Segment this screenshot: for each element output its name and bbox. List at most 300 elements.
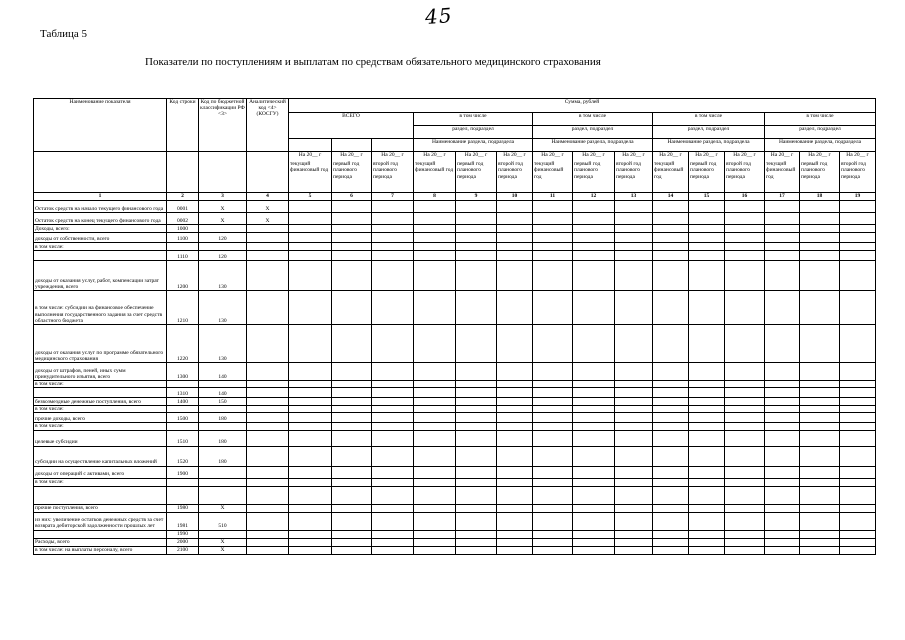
value-cell: [765, 406, 800, 413]
value-cell: [414, 251, 456, 261]
column-number: 5: [289, 193, 332, 201]
value-cell: [533, 388, 573, 398]
value-cell: [414, 243, 456, 251]
value-cell: [653, 406, 689, 413]
value-cell: [456, 251, 497, 261]
row-analytic-code: [247, 363, 289, 381]
value-cell: [533, 398, 573, 406]
value-cell: [765, 478, 800, 486]
value-cell: [573, 261, 615, 291]
value-cell: [689, 233, 725, 243]
value-cell: [840, 466, 876, 478]
year-col-header: На 20__ г второй год планового периода: [372, 152, 414, 193]
value-cell: [289, 225, 332, 233]
row-budget-code: 180: [199, 430, 247, 446]
table-row: [34, 243, 876, 251]
value-cell: [653, 430, 689, 446]
value-cell: [653, 243, 689, 251]
value-cell: [456, 243, 497, 251]
value-cell: [533, 478, 573, 486]
value-cell: [289, 446, 332, 466]
row-name: доходы от операций с активами, всего: [34, 466, 167, 478]
value-cell: [456, 201, 497, 213]
value-cell: [725, 446, 765, 466]
value-cell: [689, 201, 725, 213]
value-cell: [765, 512, 800, 530]
year-col-header: На 20__ г текущий финансовый год: [653, 152, 689, 193]
value-cell: [573, 413, 615, 423]
row-name: Доходы, всего:: [34, 225, 167, 233]
report-table: [33, 98, 876, 555]
header-incl-4: в том числе: [765, 113, 876, 126]
row-analytic-code: [247, 251, 289, 261]
value-cell: [332, 504, 372, 512]
table-row: [34, 201, 876, 213]
value-cell: [497, 363, 533, 381]
value-cell: [332, 261, 372, 291]
row-name: целевые субсидии: [34, 430, 167, 446]
row-analytic-code: [247, 261, 289, 291]
value-cell: [497, 538, 533, 546]
value-cell: [765, 233, 800, 243]
table-row: [34, 413, 876, 423]
row-code: 0001: [167, 201, 199, 213]
value-cell: [497, 261, 533, 291]
value-cell: [653, 388, 689, 398]
value-cell: [456, 478, 497, 486]
value-cell: [497, 251, 533, 261]
value-cell: [414, 538, 456, 546]
header-section-name-2: Наименование раздела, подраздела: [533, 139, 653, 152]
value-cell: [840, 251, 876, 261]
value-cell: [653, 466, 689, 478]
value-cell: [840, 406, 876, 413]
row-name: [34, 486, 167, 504]
value-cell: [615, 291, 653, 325]
value-cell: [840, 486, 876, 504]
value-cell: [533, 406, 573, 413]
row-name: в том числе: на выплаты персоналу, всего: [34, 546, 167, 554]
value-cell: [725, 530, 765, 538]
row-name: Остаток средств на начало текущего финансового года: [34, 201, 167, 213]
year-col-header: На 20__ г первый год планового периода: [573, 152, 615, 193]
value-cell: [615, 486, 653, 504]
value-cell: [372, 225, 414, 233]
header-section-name-3: Наименование раздела, подраздела: [653, 139, 765, 152]
table-row: [34, 398, 876, 406]
value-cell: [765, 261, 800, 291]
value-cell: [615, 325, 653, 363]
year-col-header: На 20__ г первый год планового периода: [689, 152, 725, 193]
header-budget-code: Код по бюджетной классификации РФ <3>: [199, 99, 247, 152]
value-cell: [615, 363, 653, 381]
value-cell: [725, 225, 765, 233]
value-cell: [414, 213, 456, 225]
value-cell: [573, 446, 615, 466]
value-cell: [840, 504, 876, 512]
value-cell: [800, 225, 840, 233]
value-cell: [456, 363, 497, 381]
value-cell: [573, 466, 615, 478]
row-name: доходы от собственности, всего: [34, 233, 167, 243]
row-budget-code: [199, 466, 247, 478]
row-analytic-code: [247, 478, 289, 486]
value-cell: [653, 538, 689, 546]
column-number: 8: [414, 193, 456, 201]
value-cell: [456, 291, 497, 325]
value-cell: [573, 538, 615, 546]
value-cell: [289, 213, 332, 225]
value-cell: [573, 243, 615, 251]
row-budget-code: 140: [199, 388, 247, 398]
value-cell: [840, 261, 876, 291]
value-cell: [456, 213, 497, 225]
value-cell: [289, 530, 332, 538]
column-number: 16: [725, 193, 765, 201]
value-cell: [289, 406, 332, 413]
value-cell: [800, 233, 840, 243]
value-cell: [332, 478, 372, 486]
value-cell: [332, 486, 372, 504]
value-cell: [800, 413, 840, 423]
value-cell: [332, 446, 372, 466]
value-cell: [840, 388, 876, 398]
value-cell: [372, 388, 414, 398]
row-budget-code: [199, 530, 247, 538]
value-cell: [414, 201, 456, 213]
value-cell: [765, 504, 800, 512]
value-cell: [332, 398, 372, 406]
header-section-3: раздел, подраздел: [653, 126, 765, 139]
value-cell: [414, 363, 456, 381]
table-row: [34, 512, 876, 530]
value-cell: [332, 530, 372, 538]
value-cell: [456, 225, 497, 233]
value-cell: [689, 381, 725, 388]
year-col-header: На 20__ г текущий финансовый год: [289, 152, 332, 193]
value-cell: [765, 381, 800, 388]
value-cell: [615, 381, 653, 388]
value-cell: [332, 423, 372, 430]
value-cell: [372, 538, 414, 546]
row-analytic-code: [247, 530, 289, 538]
row-code: 1900: [167, 466, 199, 478]
value-cell: [800, 530, 840, 538]
value-cell: [800, 504, 840, 512]
value-cell: [497, 413, 533, 423]
value-cell: [332, 406, 372, 413]
value-cell: [372, 213, 414, 225]
value-cell: [689, 243, 725, 251]
value-cell: [497, 201, 533, 213]
row-code: 1510: [167, 430, 199, 446]
value-cell: [573, 388, 615, 398]
value-cell: [332, 251, 372, 261]
value-cell: [497, 423, 533, 430]
column-number: 12: [573, 193, 615, 201]
value-cell: [414, 546, 456, 554]
value-cell: [372, 261, 414, 291]
value-cell: [800, 381, 840, 388]
value-cell: [332, 325, 372, 363]
table-row: [34, 233, 876, 243]
value-cell: [573, 406, 615, 413]
value-cell: [289, 325, 332, 363]
value-cell: [840, 546, 876, 554]
row-budget-code: [199, 243, 247, 251]
value-cell: [372, 398, 414, 406]
row-budget-code: [199, 381, 247, 388]
column-number: 1: [34, 193, 167, 201]
value-cell: [372, 201, 414, 213]
value-cell: [765, 291, 800, 325]
table-row: [34, 325, 876, 363]
row-code: 1000: [167, 225, 199, 233]
row-code: 1981: [167, 512, 199, 530]
row-name: Расходы, всего: [34, 538, 167, 546]
value-cell: [653, 225, 689, 233]
value-cell: [456, 398, 497, 406]
value-cell: [372, 413, 414, 423]
value-cell: [840, 430, 876, 446]
value-cell: [689, 538, 725, 546]
value-cell: [573, 398, 615, 406]
value-cell: [615, 538, 653, 546]
value-cell: [689, 225, 725, 233]
value-cell: [800, 512, 840, 530]
row-name: в том числе:: [34, 478, 167, 486]
row-analytic-code: [247, 413, 289, 423]
row-analytic-code: [247, 381, 289, 388]
value-cell: [725, 423, 765, 430]
value-cell: [533, 363, 573, 381]
value-cell: [414, 478, 456, 486]
value-cell: [497, 233, 533, 243]
value-cell: [456, 325, 497, 363]
value-cell: [497, 225, 533, 233]
value-cell: [456, 466, 497, 478]
row-analytic-code: [247, 512, 289, 530]
page-number: 45: [424, 3, 454, 29]
value-cell: [573, 251, 615, 261]
value-cell: [725, 363, 765, 381]
column-number: 11: [533, 193, 573, 201]
value-cell: [725, 291, 765, 325]
value-cell: [456, 233, 497, 243]
value-cell: [840, 413, 876, 423]
table-row: [34, 381, 876, 388]
value-cell: [533, 538, 573, 546]
value-cell: [615, 430, 653, 446]
value-cell: [653, 291, 689, 325]
value-cell: [800, 446, 840, 466]
value-cell: [615, 478, 653, 486]
table-row: [34, 530, 876, 538]
value-cell: [615, 446, 653, 466]
value-cell: [615, 546, 653, 554]
value-cell: [725, 512, 765, 530]
value-cell: [765, 466, 800, 478]
value-cell: [765, 243, 800, 251]
value-cell: [800, 423, 840, 430]
value-cell: [497, 388, 533, 398]
value-cell: [372, 430, 414, 446]
value-cell: [533, 233, 573, 243]
value-cell: [689, 478, 725, 486]
value-cell: [289, 363, 332, 381]
value-cell: [573, 530, 615, 538]
row-analytic-code: [247, 504, 289, 512]
value-cell: [289, 546, 332, 554]
value-cell: [332, 243, 372, 251]
value-cell: [372, 381, 414, 388]
value-cell: [533, 381, 573, 388]
value-cell: [332, 413, 372, 423]
value-cell: [414, 512, 456, 530]
value-cell: [372, 363, 414, 381]
value-cell: [725, 388, 765, 398]
row-name: прочие доходы, всего: [34, 413, 167, 423]
value-cell: [615, 251, 653, 261]
table-row: [34, 291, 876, 325]
table-row: [34, 225, 876, 233]
value-cell: [533, 261, 573, 291]
value-cell: [414, 388, 456, 398]
row-analytic-code: [247, 423, 289, 430]
value-cell: [653, 381, 689, 388]
table-row: [34, 406, 876, 413]
value-cell: [456, 446, 497, 466]
table-row: [34, 446, 876, 466]
year-col-header: На 20__ г текущий финансовый год: [414, 152, 456, 193]
value-cell: [497, 486, 533, 504]
value-cell: [653, 486, 689, 504]
value-cell: [456, 413, 497, 423]
value-cell: [653, 261, 689, 291]
value-cell: [840, 233, 876, 243]
header-section-name-1: Наименование раздела, подраздела: [414, 139, 533, 152]
row-code: [167, 423, 199, 430]
value-cell: [456, 406, 497, 413]
header-incl-1: в том числе: [414, 113, 533, 126]
value-cell: [725, 538, 765, 546]
value-cell: [573, 381, 615, 388]
row-analytic-code: [247, 325, 289, 363]
value-cell: [840, 478, 876, 486]
value-cell: [533, 423, 573, 430]
value-cell: [372, 325, 414, 363]
row-code: 1210: [167, 291, 199, 325]
value-cell: [332, 233, 372, 243]
value-cell: [689, 530, 725, 538]
row-budget-code: [199, 225, 247, 233]
value-cell: [533, 243, 573, 251]
value-cell: [456, 504, 497, 512]
row-analytic-code: [247, 225, 289, 233]
header-name: Наименование показателя: [34, 99, 167, 152]
value-cell: [573, 225, 615, 233]
value-cell: [332, 225, 372, 233]
value-cell: [800, 325, 840, 363]
value-cell: [456, 546, 497, 554]
value-cell: [689, 261, 725, 291]
value-cell: [725, 261, 765, 291]
value-cell: [414, 430, 456, 446]
value-cell: [497, 243, 533, 251]
value-cell: [653, 363, 689, 381]
year-col-header: На 20__ г текущий финансовый год: [765, 152, 800, 193]
value-cell: [372, 233, 414, 243]
header-section-1: раздел, подраздел: [414, 126, 533, 139]
row-code: 1110: [167, 251, 199, 261]
value-cell: [414, 406, 456, 413]
header-section-4: раздел, подраздел: [765, 126, 876, 139]
column-number: 2: [167, 193, 199, 201]
value-cell: [533, 446, 573, 466]
value-cell: [689, 430, 725, 446]
header-incl-3: в том числе: [653, 113, 765, 126]
value-cell: [615, 225, 653, 233]
value-cell: [689, 363, 725, 381]
value-cell: [289, 291, 332, 325]
column-number: 14: [653, 193, 689, 201]
value-cell: [414, 413, 456, 423]
column-number: 13: [615, 193, 653, 201]
value-cell: [653, 504, 689, 512]
value-cell: [689, 251, 725, 261]
value-cell: [289, 388, 332, 398]
value-cell: [765, 225, 800, 233]
value-cell: [414, 233, 456, 243]
value-cell: [725, 466, 765, 478]
value-cell: [372, 478, 414, 486]
column-number: 4: [247, 193, 289, 201]
value-cell: [840, 363, 876, 381]
value-cell: [497, 446, 533, 466]
value-cell: [414, 381, 456, 388]
value-cell: [414, 325, 456, 363]
value-cell: [840, 325, 876, 363]
value-cell: [725, 213, 765, 225]
value-cell: [653, 512, 689, 530]
value-cell: [725, 504, 765, 512]
value-cell: [653, 413, 689, 423]
value-cell: [725, 325, 765, 363]
value-cell: [765, 201, 800, 213]
value-cell: [689, 398, 725, 406]
value-cell: [372, 423, 414, 430]
value-cell: [615, 413, 653, 423]
value-cell: [653, 446, 689, 466]
value-cell: [840, 398, 876, 406]
value-cell: [289, 478, 332, 486]
row-code: 1980: [167, 504, 199, 512]
value-cell: [765, 325, 800, 363]
value-cell: [497, 291, 533, 325]
value-cell: [332, 430, 372, 446]
year-col-header: На 20__ г первый год планового периода: [800, 152, 840, 193]
row-name: в том числе:: [34, 423, 167, 430]
document-title: Показатели по поступлениям и выплатам по средствам обязательного медицинского страхования: [145, 56, 601, 68]
value-cell: [800, 466, 840, 478]
value-cell: [840, 381, 876, 388]
value-cell: [332, 291, 372, 325]
value-cell: [653, 423, 689, 430]
value-cell: [573, 423, 615, 430]
value-cell: [332, 201, 372, 213]
value-cell: [573, 504, 615, 512]
row-analytic-code: [247, 466, 289, 478]
